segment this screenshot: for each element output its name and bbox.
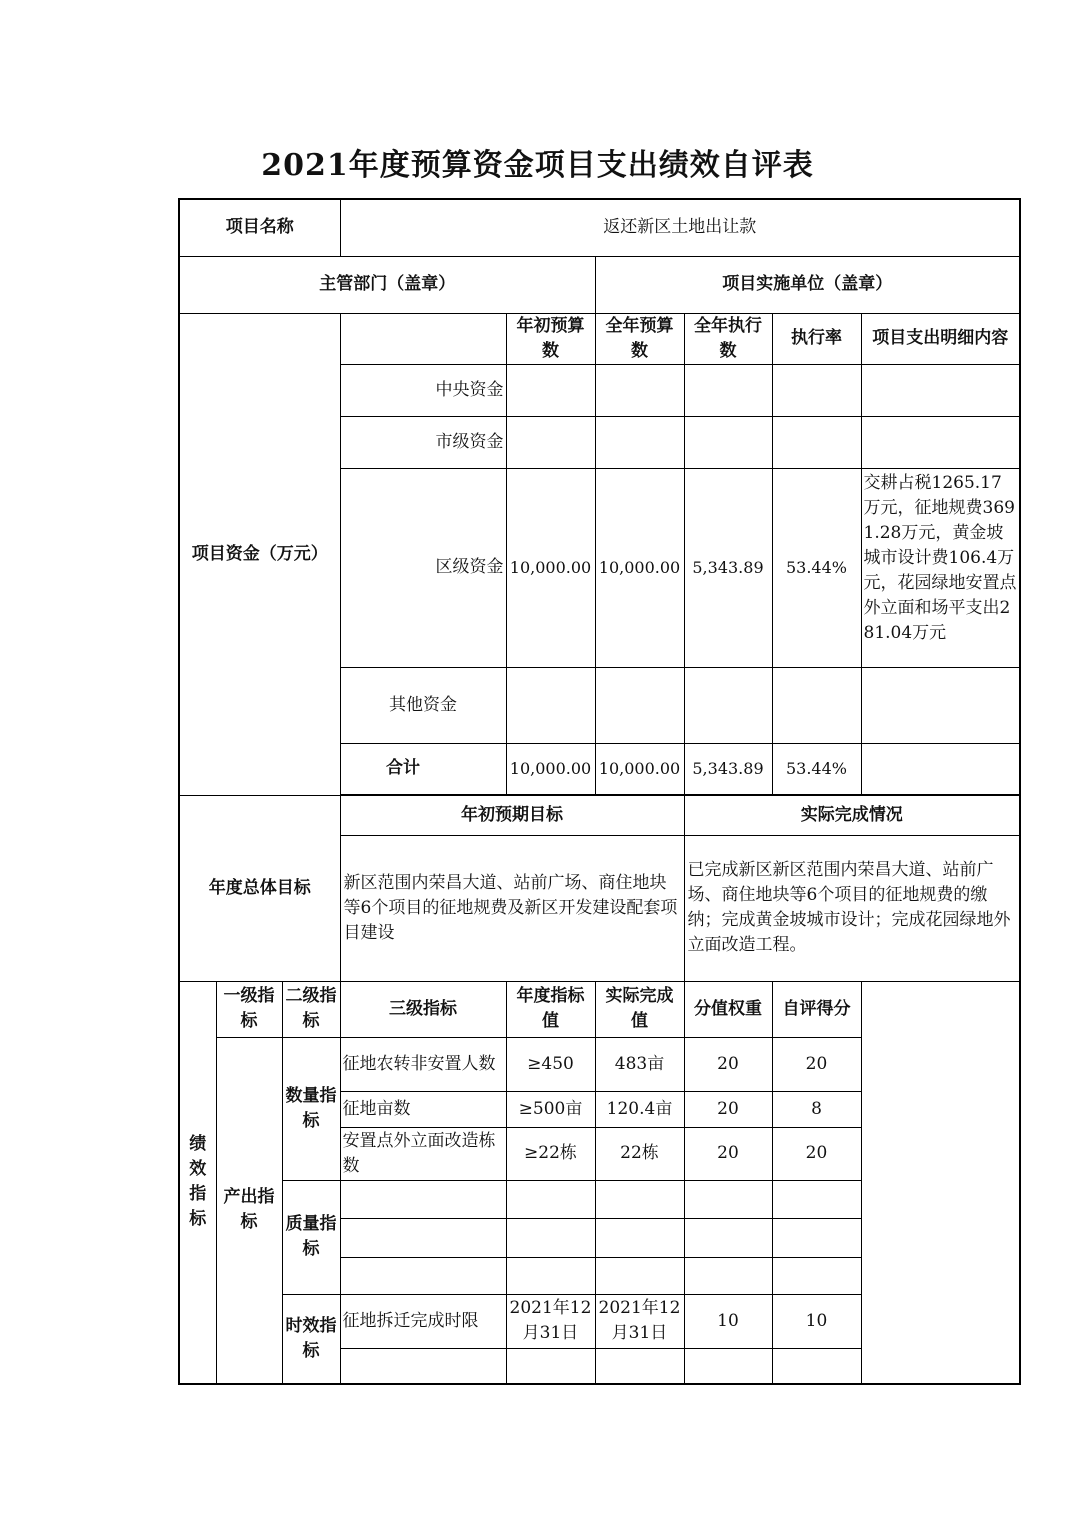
fund-row-initial <box>506 416 595 468</box>
indicator-score: 20 <box>772 1037 861 1091</box>
fund-row-executed <box>684 364 772 416</box>
indicator-weight <box>684 1257 772 1294</box>
fund-row-executed <box>684 416 772 468</box>
fund-row-rate: 53.44% <box>772 743 861 794</box>
funds-header-rate: 执行率 <box>772 313 861 364</box>
fund-row-name: 其他资金 <box>340 667 506 743</box>
fund-row-annual: 10,000.00 <box>595 468 684 667</box>
indicator-target <box>506 1257 595 1294</box>
indicator-target <box>506 1348 595 1384</box>
fund-row-rate <box>772 364 861 416</box>
funds-header-annual: 全年预算数 <box>595 313 684 364</box>
indicator-actual <box>595 1218 684 1257</box>
indicator-actual: 2021年12月31日 <box>595 1294 684 1348</box>
indicator-name: 安置点外立面改造栋数 <box>340 1127 506 1180</box>
funds-header-executed: 全年执行数 <box>684 313 772 364</box>
indicator-actual: 120.4亩 <box>595 1091 684 1127</box>
fund-row-detail: 交耕占税1265.17万元，征地规费3691.28万元，黄金坡城市设计费106.4万元，花园绿地安置点外立面和场平支出281.04万元 <box>861 468 1020 667</box>
indicator-target: 2021年12月31日 <box>506 1294 595 1348</box>
indicator-name <box>340 1257 506 1294</box>
header-target: 年度指标值 <box>506 981 595 1037</box>
funds-header-detail: 项目支出明细内容 <box>861 313 1020 364</box>
project-name-value: 返还新区土地出让款 <box>340 199 1020 256</box>
indicator-score <box>772 1218 861 1257</box>
header-level1: 一级指标 <box>216 981 282 1037</box>
indicator-target: ≥22栋 <box>506 1127 595 1180</box>
goals-actual-text: 已完成新区新区范围内荣昌大道、站前广场、商住地块等6个项目的征地规费的缴纳；完成黄金坡城市设计；完成花园绿地外立面改造工程。 <box>684 835 1020 981</box>
goals-expected-label: 年初预期目标 <box>340 795 684 835</box>
goals-expected-text: 新区范围内荣昌大道、站前广场、商住地块等6个项目的征地规费及新区开发建设配套项目建设 <box>340 835 684 981</box>
fund-row-rate <box>772 416 861 468</box>
funds-header-initial: 年初预算数 <box>506 313 595 364</box>
dept-label: 主管部门（盖章） <box>179 256 595 313</box>
fund-row-initial: 10,000.00 <box>506 468 595 667</box>
page-title: 2021年度预算资金项目支出绩效自评表 <box>261 148 814 183</box>
indicators-label <box>179 981 216 1384</box>
level1-output: 产出指标 <box>216 1037 282 1384</box>
funds-label: 项目资金（万元） <box>179 313 340 795</box>
indicator-weight <box>684 1180 772 1218</box>
indicator-actual <box>595 1180 684 1218</box>
goals-actual-label: 实际完成情况 <box>684 795 1020 835</box>
fund-row-executed <box>684 667 772 743</box>
header-level3: 三级指标 <box>340 981 506 1037</box>
indicator-target: ≥500亩 <box>506 1091 595 1127</box>
level2-quality: 质量指标 <box>282 1180 340 1294</box>
indicator-score: 20 <box>772 1127 861 1180</box>
fund-row-name: 市级资金 <box>340 416 506 468</box>
fund-row-annual <box>595 667 684 743</box>
fund-row-name: 合计 <box>340 743 506 794</box>
indicator-score <box>772 1180 861 1218</box>
fund-row-detail <box>861 364 1020 416</box>
indicator-name: 征地农转非安置人数 <box>340 1037 506 1091</box>
fund-row-rate <box>772 667 861 743</box>
fund-row-name: 区级资金 <box>340 468 506 667</box>
fund-row-initial <box>506 667 595 743</box>
fund-row-initial: 10,000.00 <box>506 743 595 794</box>
goals-label: 年度总体目标 <box>179 795 340 981</box>
indicator-score <box>772 1348 861 1384</box>
indicator-name: 征地亩数 <box>340 1091 506 1127</box>
fund-row-rate: 53.44% <box>772 468 861 667</box>
indicator-actual <box>595 1257 684 1294</box>
indicator-score: 10 <box>772 1294 861 1348</box>
indicator-weight <box>684 1218 772 1257</box>
project-name-label: 项目名称 <box>179 199 340 256</box>
indicators-label-text: 绩效指标 <box>189 1134 207 1230</box>
unit-label: 项目实施单位（盖章） <box>595 256 1020 313</box>
header-level2: 二级指标 <box>282 981 340 1037</box>
level2-timeliness: 时效指标 <box>282 1294 340 1384</box>
indicator-name <box>340 1180 506 1218</box>
header-actual: 实际完成值 <box>595 981 684 1037</box>
fund-row-detail <box>861 743 1020 794</box>
indicator-actual <box>595 1348 684 1384</box>
fund-row-initial <box>506 364 595 416</box>
fund-row-detail <box>861 416 1020 468</box>
fund-row-executed: 5,343.89 <box>684 743 772 794</box>
indicator-name <box>340 1348 506 1384</box>
level2-quantity: 数量指标 <box>282 1037 340 1180</box>
indicator-target <box>506 1180 595 1218</box>
fund-row-name: 中央资金 <box>340 364 506 416</box>
indicator-name: 征地拆迁完成时限 <box>340 1294 506 1348</box>
indicator-target: ≥450 <box>506 1037 595 1091</box>
header-score: 自评得分 <box>772 981 861 1037</box>
indicator-score: 8 <box>772 1091 861 1127</box>
fund-row-annual: 10,000.00 <box>595 743 684 794</box>
indicator-target <box>506 1218 595 1257</box>
indicator-name <box>340 1218 506 1257</box>
performance-table <box>178 198 1021 1385</box>
fund-row-executed: 5,343.89 <box>684 468 772 667</box>
indicator-weight: 20 <box>684 1127 772 1180</box>
indicator-weight: 20 <box>684 1091 772 1127</box>
indicator-actual: 483亩 <box>595 1037 684 1091</box>
header-weight: 分值权重 <box>684 981 772 1037</box>
indicator-weight: 10 <box>684 1294 772 1348</box>
indicator-actual: 22栋 <box>595 1127 684 1180</box>
indicator-weight <box>684 1348 772 1384</box>
fund-row-detail <box>861 667 1020 743</box>
indicator-weight: 20 <box>684 1037 772 1091</box>
indicator-score <box>772 1257 861 1294</box>
funds-header-blank <box>340 313 506 364</box>
fund-row-annual <box>595 364 684 416</box>
fund-row-annual <box>595 416 684 468</box>
